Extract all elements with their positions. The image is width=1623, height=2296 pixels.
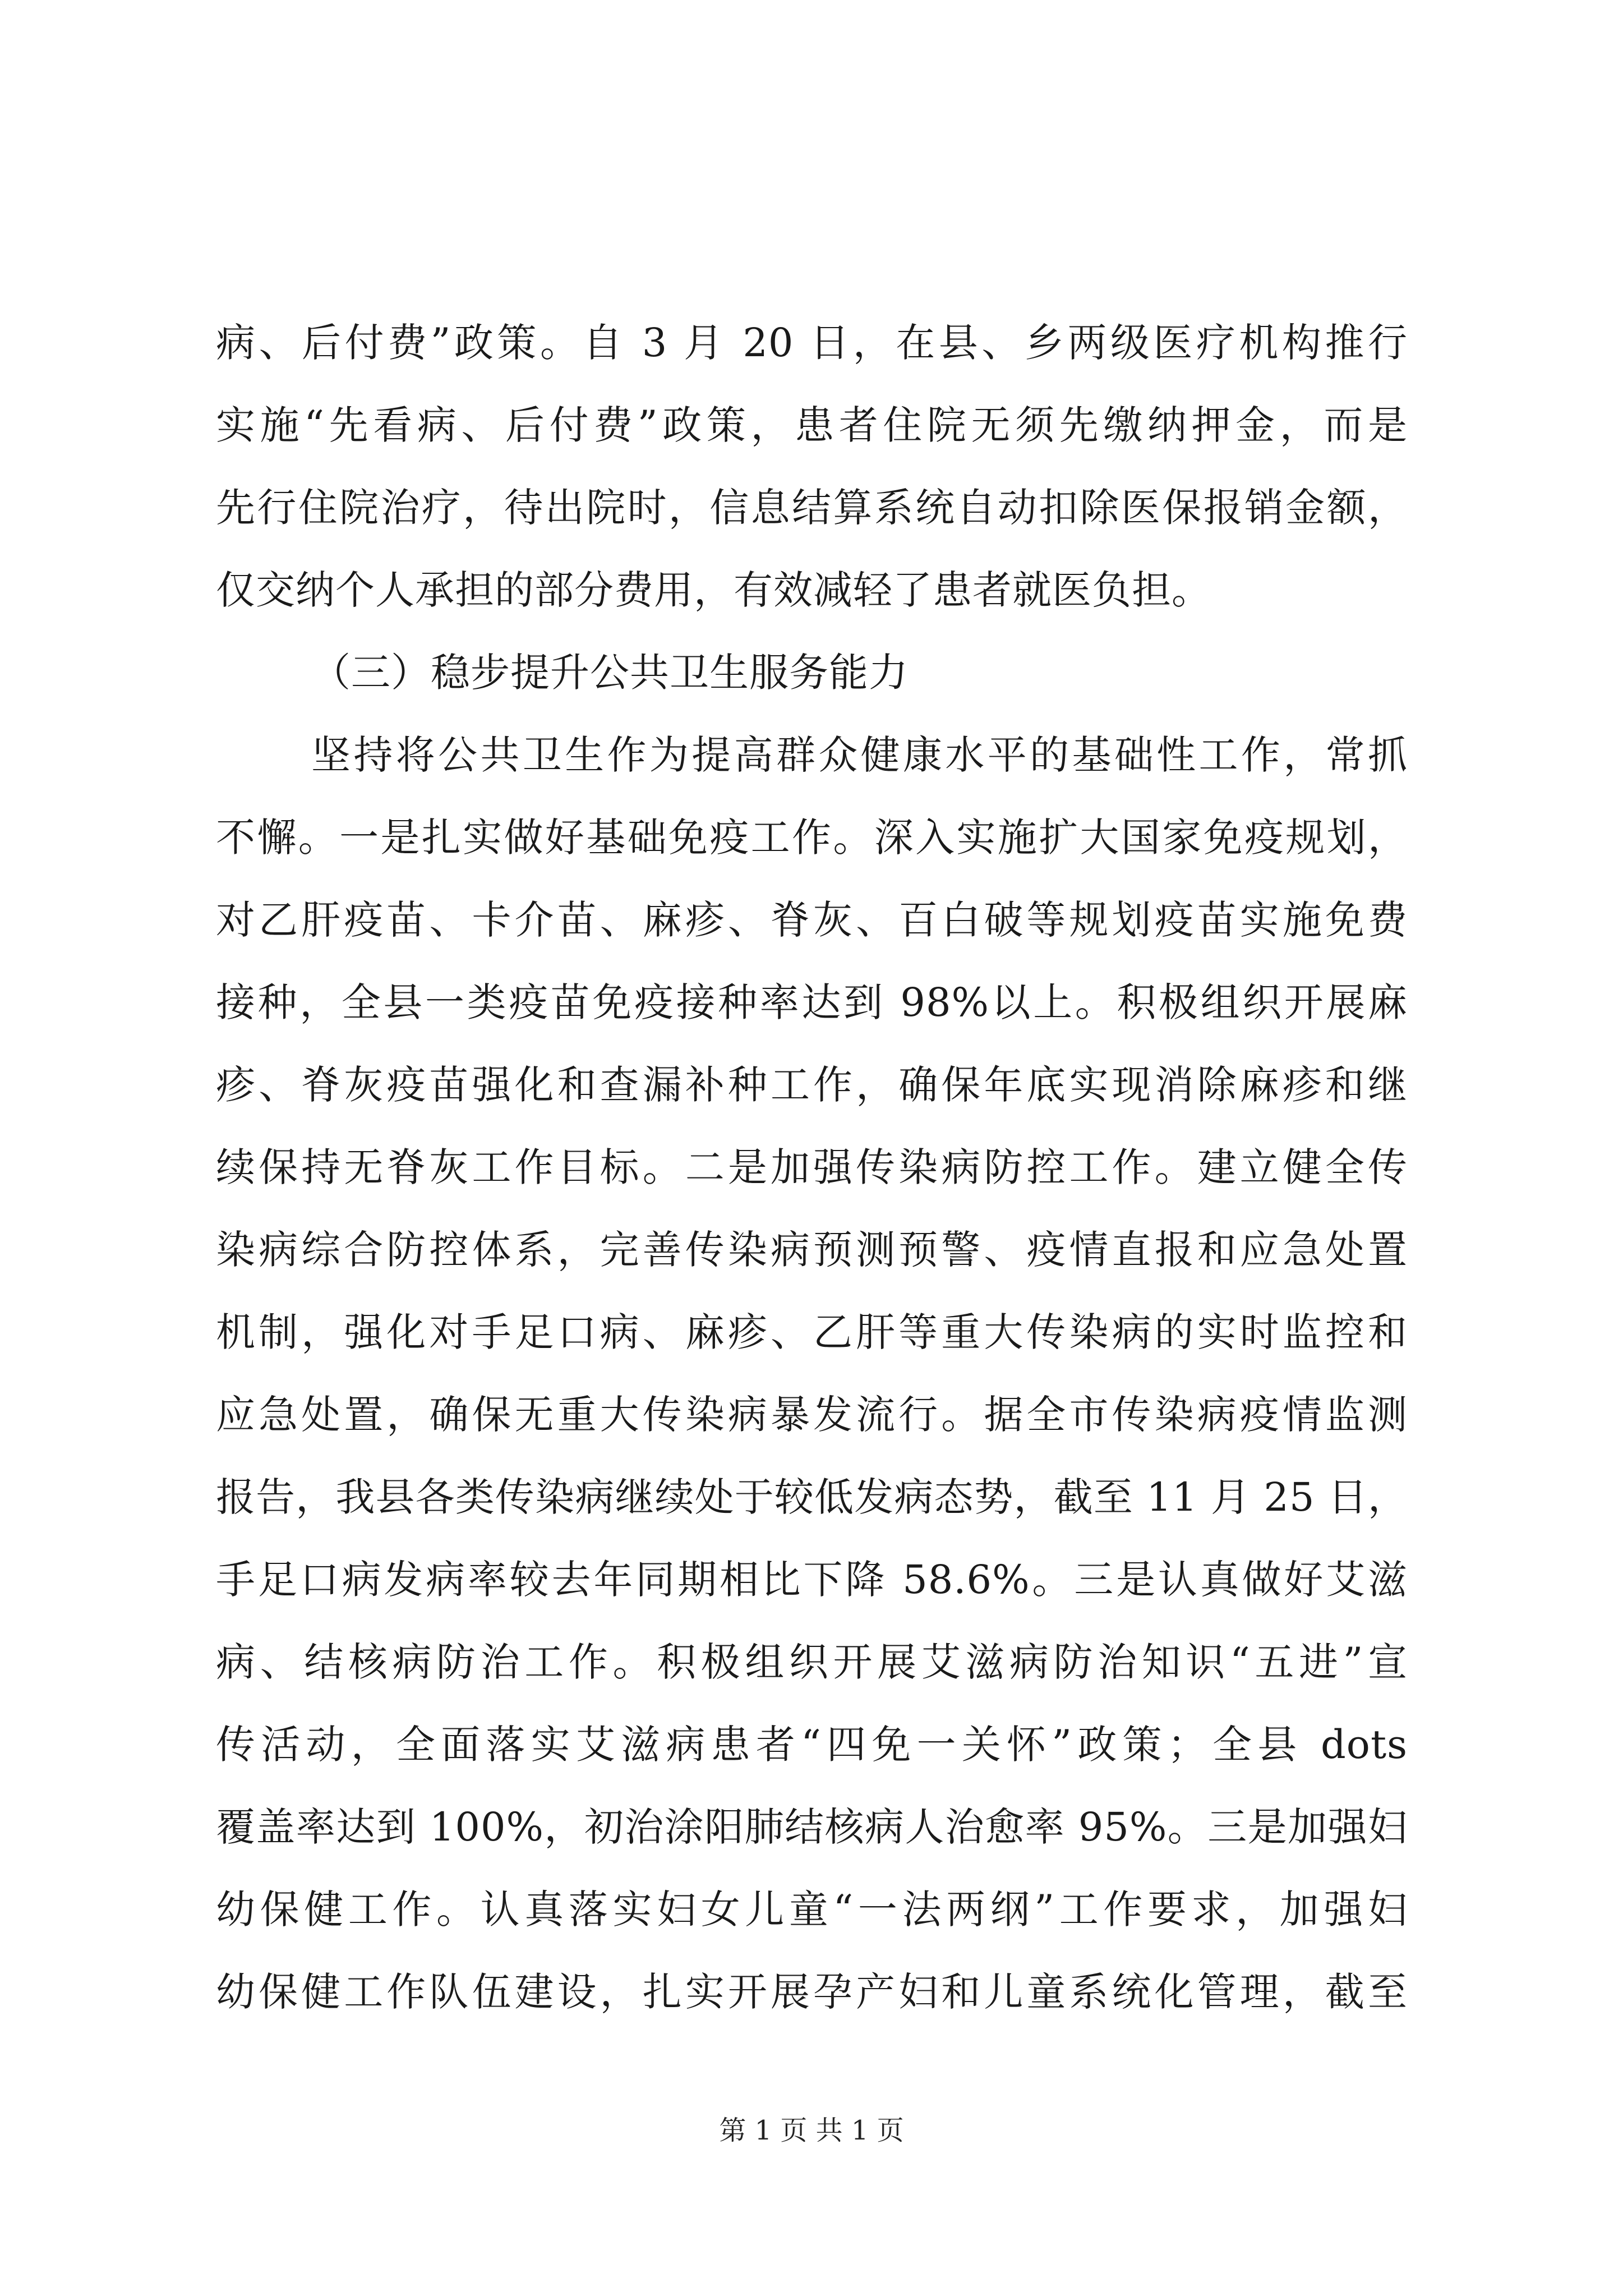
text-line: 报告，我县各类传染病继续处于较低发病态势，截至 11 月 25 日， <box>216 1474 1408 1520</box>
text-line: 接种，全县一类疫苗免疫接种率达到 98%以上。积极组织开展麻 <box>216 979 1408 1025</box>
text-line: 手足口病发病率较去年同期相比下降 58.6%。三是认真做好艾滋 <box>216 1557 1408 1603</box>
text-line: 病、后付费”政策。自 3 月 20 日，在县、乡两级医疗机构推行 <box>216 320 1408 366</box>
paragraph-continuation <box>216 302 1408 2033</box>
text-line: 机制，强化对手足口病、麻疹、乙肝等重大传染病的实时监控和 <box>216 1309 1408 1355</box>
page-number-label: 第 1 页 共 1 页 <box>719 2115 904 2146</box>
text-line: 应急处置，确保无重大传染病暴发流行。据全市传染病疫情监测 <box>216 1392 1408 1438</box>
text-line: 实施“先看病、后付费”政策，患者住院无须先缴纳押金，而是 <box>216 402 1408 448</box>
text-line: 传活动，全面落实艾滋病患者“四免一关怀”政策；全县 dots <box>216 1722 1408 1768</box>
text-line: 先行住院治疗，待出院时，信息结算系统自动扣除医保报销金额， <box>216 485 1408 531</box>
text-line: 仅交纳个人承担的部分费用，有效减轻了患者就医负担。 <box>216 567 1211 613</box>
text-line: 染病综合防控体系，完善传染病预测预警、疫情直报和应急处置 <box>216 1227 1408 1273</box>
text-line: 覆盖率达到 100%，初治涂阳肺结核病人治愈率 95%。三是加强妇 <box>216 1804 1408 1850</box>
text-line: 疹、脊灰疫苗强化和查漏补种工作，确保年底实现消除麻疹和继 <box>216 1062 1408 1108</box>
text-line: 坚持将公共卫生作为提高群众健康水平的基础性工作，常抓 <box>311 732 1408 778</box>
text-line: 幼保健工作队伍建设，扎实开展孕产妇和儿童系统化管理，截至 <box>216 1969 1408 2015</box>
text-line: 不懈。一是扎实做好基础免疫工作。深入实施扩大国家免疫规划， <box>216 815 1408 861</box>
text-line: 续保持无脊灰工作目标。二是加强传染病防控工作。建立健全传 <box>216 1144 1408 1190</box>
text-line: 病、结核病防治工作。积极组织开展艾滋病防治知识“五进”宣 <box>216 1639 1408 1685</box>
text-line: 幼保健工作。认真落实妇女儿童“一法两纲”工作要求，加强妇 <box>216 1887 1408 1932</box>
page-footer <box>0 2114 1623 2147</box>
section-heading: （三）稳步提升公共卫生服务能力 <box>311 650 909 696</box>
text-line: 对乙肝疫苗、卡介苗、麻疹、脊灰、百白破等规划疫苗实施免费 <box>216 897 1408 943</box>
